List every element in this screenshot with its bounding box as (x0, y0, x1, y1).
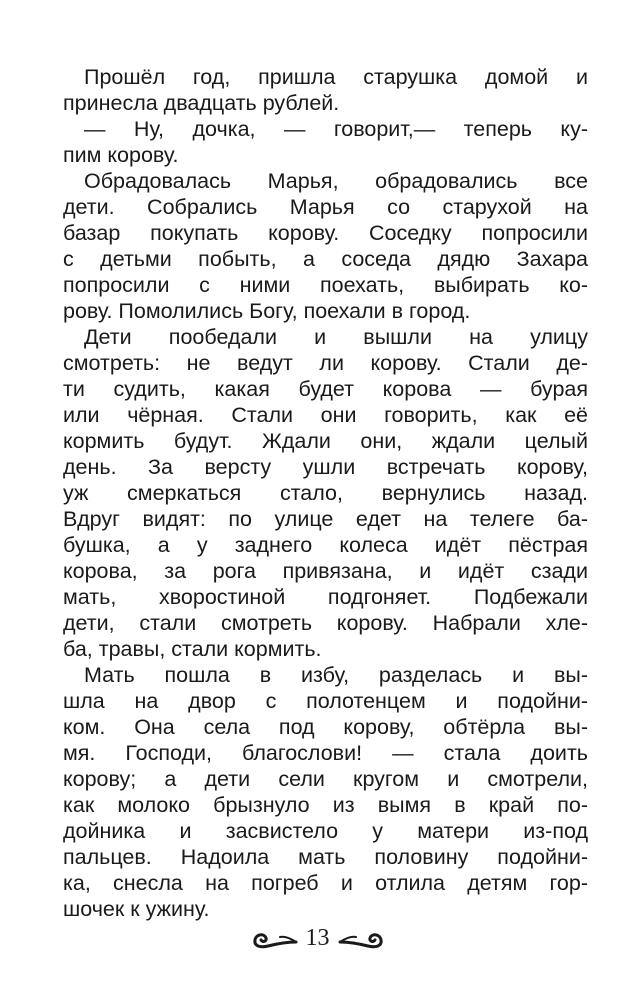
text-line: Мать пошла в избу, разделась и вы- (84, 663, 588, 687)
text-line: ба, травы, стали кормить. (63, 637, 322, 661)
left-flourish-ornament-icon (250, 926, 298, 950)
page-footer (0, 918, 635, 958)
text-line: кормить будут. Ждали они, ждали целый (63, 429, 588, 453)
text-line: Прошёл год, пришла старушка домой и (84, 65, 588, 89)
text-line: пальцев. Надоила мать половину подойни- (63, 845, 588, 869)
paragraph (63, 168, 588, 324)
text-line: ка, снесла на погреб и отлила детям гор- (63, 871, 588, 895)
text-line: Обрадовалась Марья, обрадовались все (84, 169, 588, 193)
text-block (63, 64, 588, 922)
text-line: мать, хворостиной подгоняет. Подбежали (63, 585, 588, 609)
text-line: — Ну, дочка, — говорит,— теперь ку- (84, 117, 588, 141)
text-line: дети. Собрались Марья со старухой на (63, 195, 588, 219)
text-line: дети, стали смотреть корову. Набрали хле- (63, 611, 588, 635)
right-flourish-ornament-icon (338, 926, 386, 950)
text-line: бушка, а у заднего колеса идёт пёстрая (63, 533, 588, 557)
text-line: шочек к ужину. (63, 897, 210, 921)
text-line: шла на двор с полотенцем и подойни- (63, 689, 588, 713)
page-number: 13 (305, 924, 330, 951)
text-line: как молоко брызнуло из вымя в край по- (63, 793, 588, 817)
text-line: базар покупать корову. Соседку попросили (63, 221, 588, 245)
text-line: рову. Помолились Богу, поехали в город. (63, 299, 471, 323)
text-line: корову; а дети сели кругом и смотрели, (63, 767, 588, 791)
paragraph (63, 116, 588, 168)
paragraph (63, 64, 588, 116)
text-line: пим корову. (63, 143, 179, 167)
text-line: Вдруг видят: по улице едет на телеге ба- (63, 507, 588, 531)
text-line: дойника и засвистело у матери из-под (63, 819, 588, 843)
text-line: принесла двадцать рублей. (63, 91, 340, 115)
text-line: Дети пообедали и вышли на улицу (84, 325, 588, 349)
text-line: с детьми побыть, а соседа дядю Захара (63, 247, 588, 271)
paragraph (63, 324, 588, 662)
text-line: смотреть: не ведут ли корову. Стали де- (63, 351, 588, 375)
paragraph (63, 662, 588, 922)
text-line: или чёрная. Стали они говорить, как её (63, 403, 588, 427)
text-line: ком. Она села под корову, обтёрла вы- (63, 715, 588, 739)
text-line: уж смеркаться стало, вернулись назад. (63, 481, 588, 505)
text-line: день. За версту ушли встречать корову, (63, 455, 588, 479)
text-line: мя. Господи, благослови! — стала доить (63, 741, 588, 765)
text-line: корова, за рога привязана, и идёт сзади (63, 559, 588, 583)
text-line: попросили с ними поехать, выбирать ко- (63, 273, 588, 297)
text-line: ти судить, какая будет корова — бурая (63, 377, 588, 401)
